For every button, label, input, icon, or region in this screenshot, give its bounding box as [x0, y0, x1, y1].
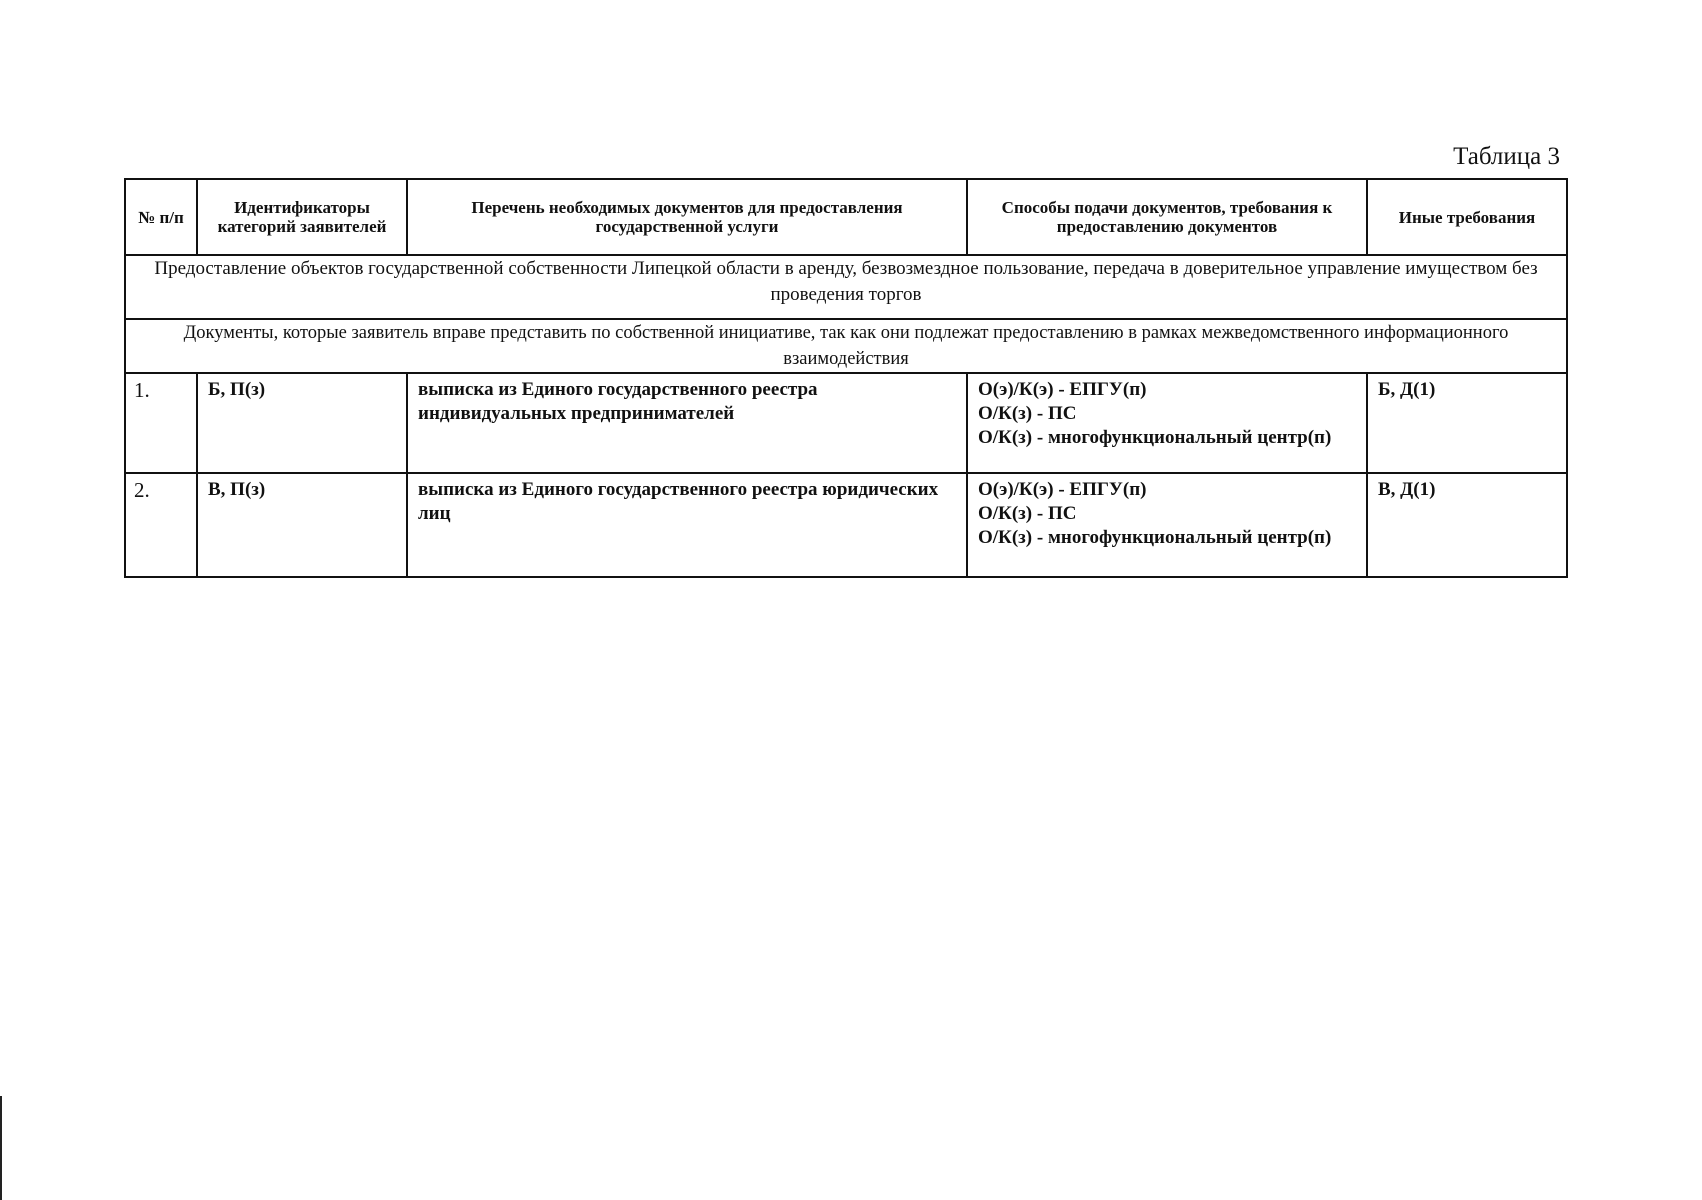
- method-line: О(э)/К(э) - ЕПГУ(п): [978, 479, 1147, 500]
- row-identifiers: В, П(з): [197, 473, 407, 577]
- header-other: Иные требования: [1367, 179, 1567, 255]
- row-number: 2.: [125, 473, 197, 577]
- subsection-title: Документы, которые заявитель вправе представить по собственной инициативе, так как они подлежат предоставлению в рамках межведомственного информационного взаимодействия: [125, 319, 1567, 373]
- row-document: выписка из Единого государственного реестра юридических лиц: [407, 473, 967, 577]
- method-line: О/К(з) - многофункциональный центр(п): [978, 527, 1332, 548]
- method-line: О(э)/К(э) - ЕПГУ(п): [978, 379, 1147, 400]
- header-identifiers: Идентификаторы категорий заявителей: [197, 179, 407, 255]
- row-identifiers: Б, П(з): [197, 373, 407, 473]
- row-document: выписка из Единого государственного реестра индивидуальных предпринимателей: [407, 373, 967, 473]
- header-methods: Способы подачи документов, требования к предоставлению документов: [967, 179, 1367, 255]
- method-line: О/К(з) - ПС: [978, 503, 1077, 524]
- scan-edge-mark: [0, 1096, 2, 1200]
- method-line: О/К(з) - многофункциональный центр(п): [978, 427, 1332, 448]
- section-title: Предоставление объектов государственной собственности Липецкой области в аренду, безвозмездное пользование, передача в доверительное управление имуществом без проведения торгов: [125, 255, 1567, 319]
- row-other: Б, Д(1): [1367, 373, 1567, 473]
- row-number: 1.: [125, 373, 197, 473]
- table-row: [125, 373, 1567, 473]
- row-methods: [967, 373, 1367, 473]
- row-methods: [967, 473, 1367, 577]
- header-num: № п/п: [125, 179, 197, 255]
- row-other: В, Д(1): [1367, 473, 1567, 577]
- table-caption: Таблица 3: [1453, 143, 1560, 170]
- table-header-row: [125, 179, 1567, 255]
- table-row: [125, 473, 1567, 577]
- method-line: О/К(з) - ПС: [978, 403, 1077, 424]
- header-documents: Перечень необходимых документов для предоставления государственной услуги: [407, 179, 967, 255]
- documents-table: [124, 178, 1568, 578]
- subsection-row: [125, 319, 1567, 373]
- section-row: [125, 255, 1567, 319]
